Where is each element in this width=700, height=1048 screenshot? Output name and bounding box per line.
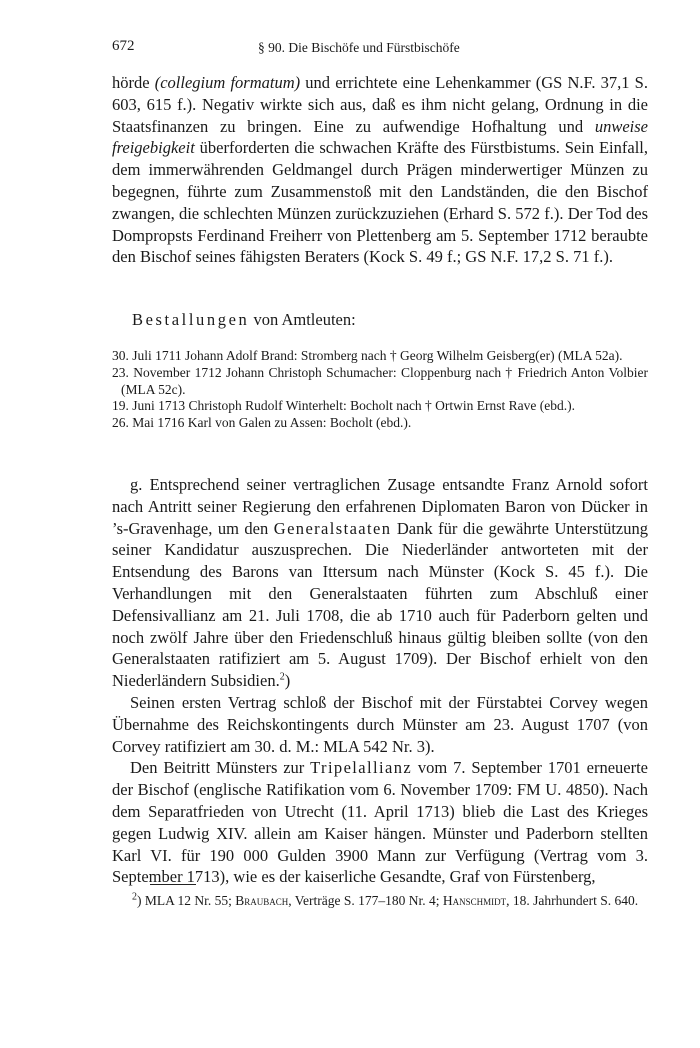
text-run: überforderten die schwachen Kräfte des Fürstbistums. Sein Einfall, dem immerwährenden Geldmangel durch Prägen minderwertiger Münzen zu begegnen, führte zum Zusammenstoß mit den Landständen, die den Bischof zwangen, die schlechten Münzen zurückzuziehen (Erhard S. 572 f.). Der Tod des Dompropsts Ferdinand Freiherr von Plettenberg am 5. September 1712 beraubte den Bischof seines fähigsten Beraters (Kock S. 49 f.; GS N.F. 17,2 S. 71 f.). <box>112 138 648 267</box>
list-item: 26. Mai 1716 Karl von Galen zu Assen: Bocholt (ebd.). <box>112 415 412 431</box>
paragraph-continuation <box>112 72 648 268</box>
appointments-list <box>112 348 648 432</box>
text-run: , Verträge S. 177–180 Nr. 4; <box>288 893 443 908</box>
text-run: Den Beitritt Münsters zur <box>130 758 311 778</box>
body-paragraph <box>112 474 648 692</box>
footnote-rule <box>150 884 196 885</box>
text-run: ) MLA 12 Nr. 55; <box>137 893 236 908</box>
body-paragraph <box>112 72 648 268</box>
section-g <box>112 474 648 888</box>
text-run: vom 7. September 1701 erneuerte der Bischof (englische Ratifikation vom 6. November 1709: FM U. 4850). Nach dem Separatfrieden von Utrecht (11. April 1713) blieb die Last des Krieges gegen Ludwig XIV. allein am Kaiser hängen. Münster und Paderborn stellten Karl VI. für 190 000 Gulden 3900 Mann zur Verfügung (Vertrag vom 3. September 1713), wie es der kaiserliche Gesandte, Graf von Fürstenberg, <box>112 758 649 887</box>
text-run: g. Entsprechend seiner vertraglichen Zusage entsandte Franz Arnold sofort nach Antritt seiner Regierung den erfahrenen Diplomaten Baron von Dücker in ’s-Gravenhage, um den <box>112 475 648 538</box>
body-paragraph: Seinen ersten Vertrag schloß der Bischof mit der Fürstabtei Corvey wegen Übernahme des Reichskontingents durch Münster am 23. August 1707 (von Corvey ratifiziert am 30. d. M.: MLA 542 Nr. 3). <box>112 692 648 756</box>
text-run: Dank für die gewährte Unterstützung seiner Kandidatur auszusprechen. Die Niederländer antworteten mit der Entsendung des Barons van Ittersum nach Münster (Kock S. 45 f.). Die Verhandlungen mit den Generalstaaten führten zum Abschluß einer Defensivallianz am 21. Juli 1708, die ab 1710 auch für Paderborn gelten und noch zwölf Jahre über den Friedenschluß hinaus gültig bleiben sollte (von den Generalstaaten ratifiziert am 5. August 1709). Der Bischof erhielt von den Niederländern Subsidien. <box>112 518 648 691</box>
footnote <box>112 892 648 911</box>
italic-term: (collegium formatum) <box>154 73 301 92</box>
footnote-mark: 2 <box>132 891 137 903</box>
heading-rest: von Amtleuten: <box>249 310 356 329</box>
text-run: , 18. Jahrhundert S. 640. <box>506 893 639 908</box>
list-item: 23. November 1712 Johann Christoph Schumacher: Cloppenburg nach † Friedrich Anton Volbier (MLA 52c). <box>112 364 648 397</box>
text-run: ) <box>284 671 291 691</box>
running-head: § 90. Die Bischöfe und Fürstbischöfe <box>258 40 460 55</box>
page-number: 672 <box>112 38 135 54</box>
appointments-heading <box>132 310 356 330</box>
list-item: 30. Juli 1711 Johann Adolf Brand: Stromberg nach † Georg Wilhelm Geisberg(er) (MLA 52a). <box>112 348 623 363</box>
italic-term: unweise freigebigkeit <box>112 116 648 158</box>
author-name: Braubach <box>235 893 289 908</box>
body-paragraph <box>112 757 648 888</box>
heading-spaced: Bestallungen <box>132 310 250 329</box>
author-name: Hanschmidt <box>442 893 507 908</box>
list-item: 19. Juni 1713 Christoph Rudolf Winterhelt: Bocholt nach † Ortwin Ernst Rave (ebd.). <box>112 398 576 414</box>
spaced-term: Generalstaaten <box>273 518 392 538</box>
footnote-ref: 2 <box>279 671 285 683</box>
spaced-term: Tripelallianz <box>310 758 413 778</box>
text-run: hörde <box>112 73 155 92</box>
text-run: und errichtete eine Lehenkammer (GS N.F. 37,1 S. 603, 615 f.). Negativ wirkte sich aus, daß es ihm nicht gelang, Ordnung in die Staatsfinanzen zu bringen. Eine zu aufwendige Hofhaltung und <box>112 73 648 136</box>
